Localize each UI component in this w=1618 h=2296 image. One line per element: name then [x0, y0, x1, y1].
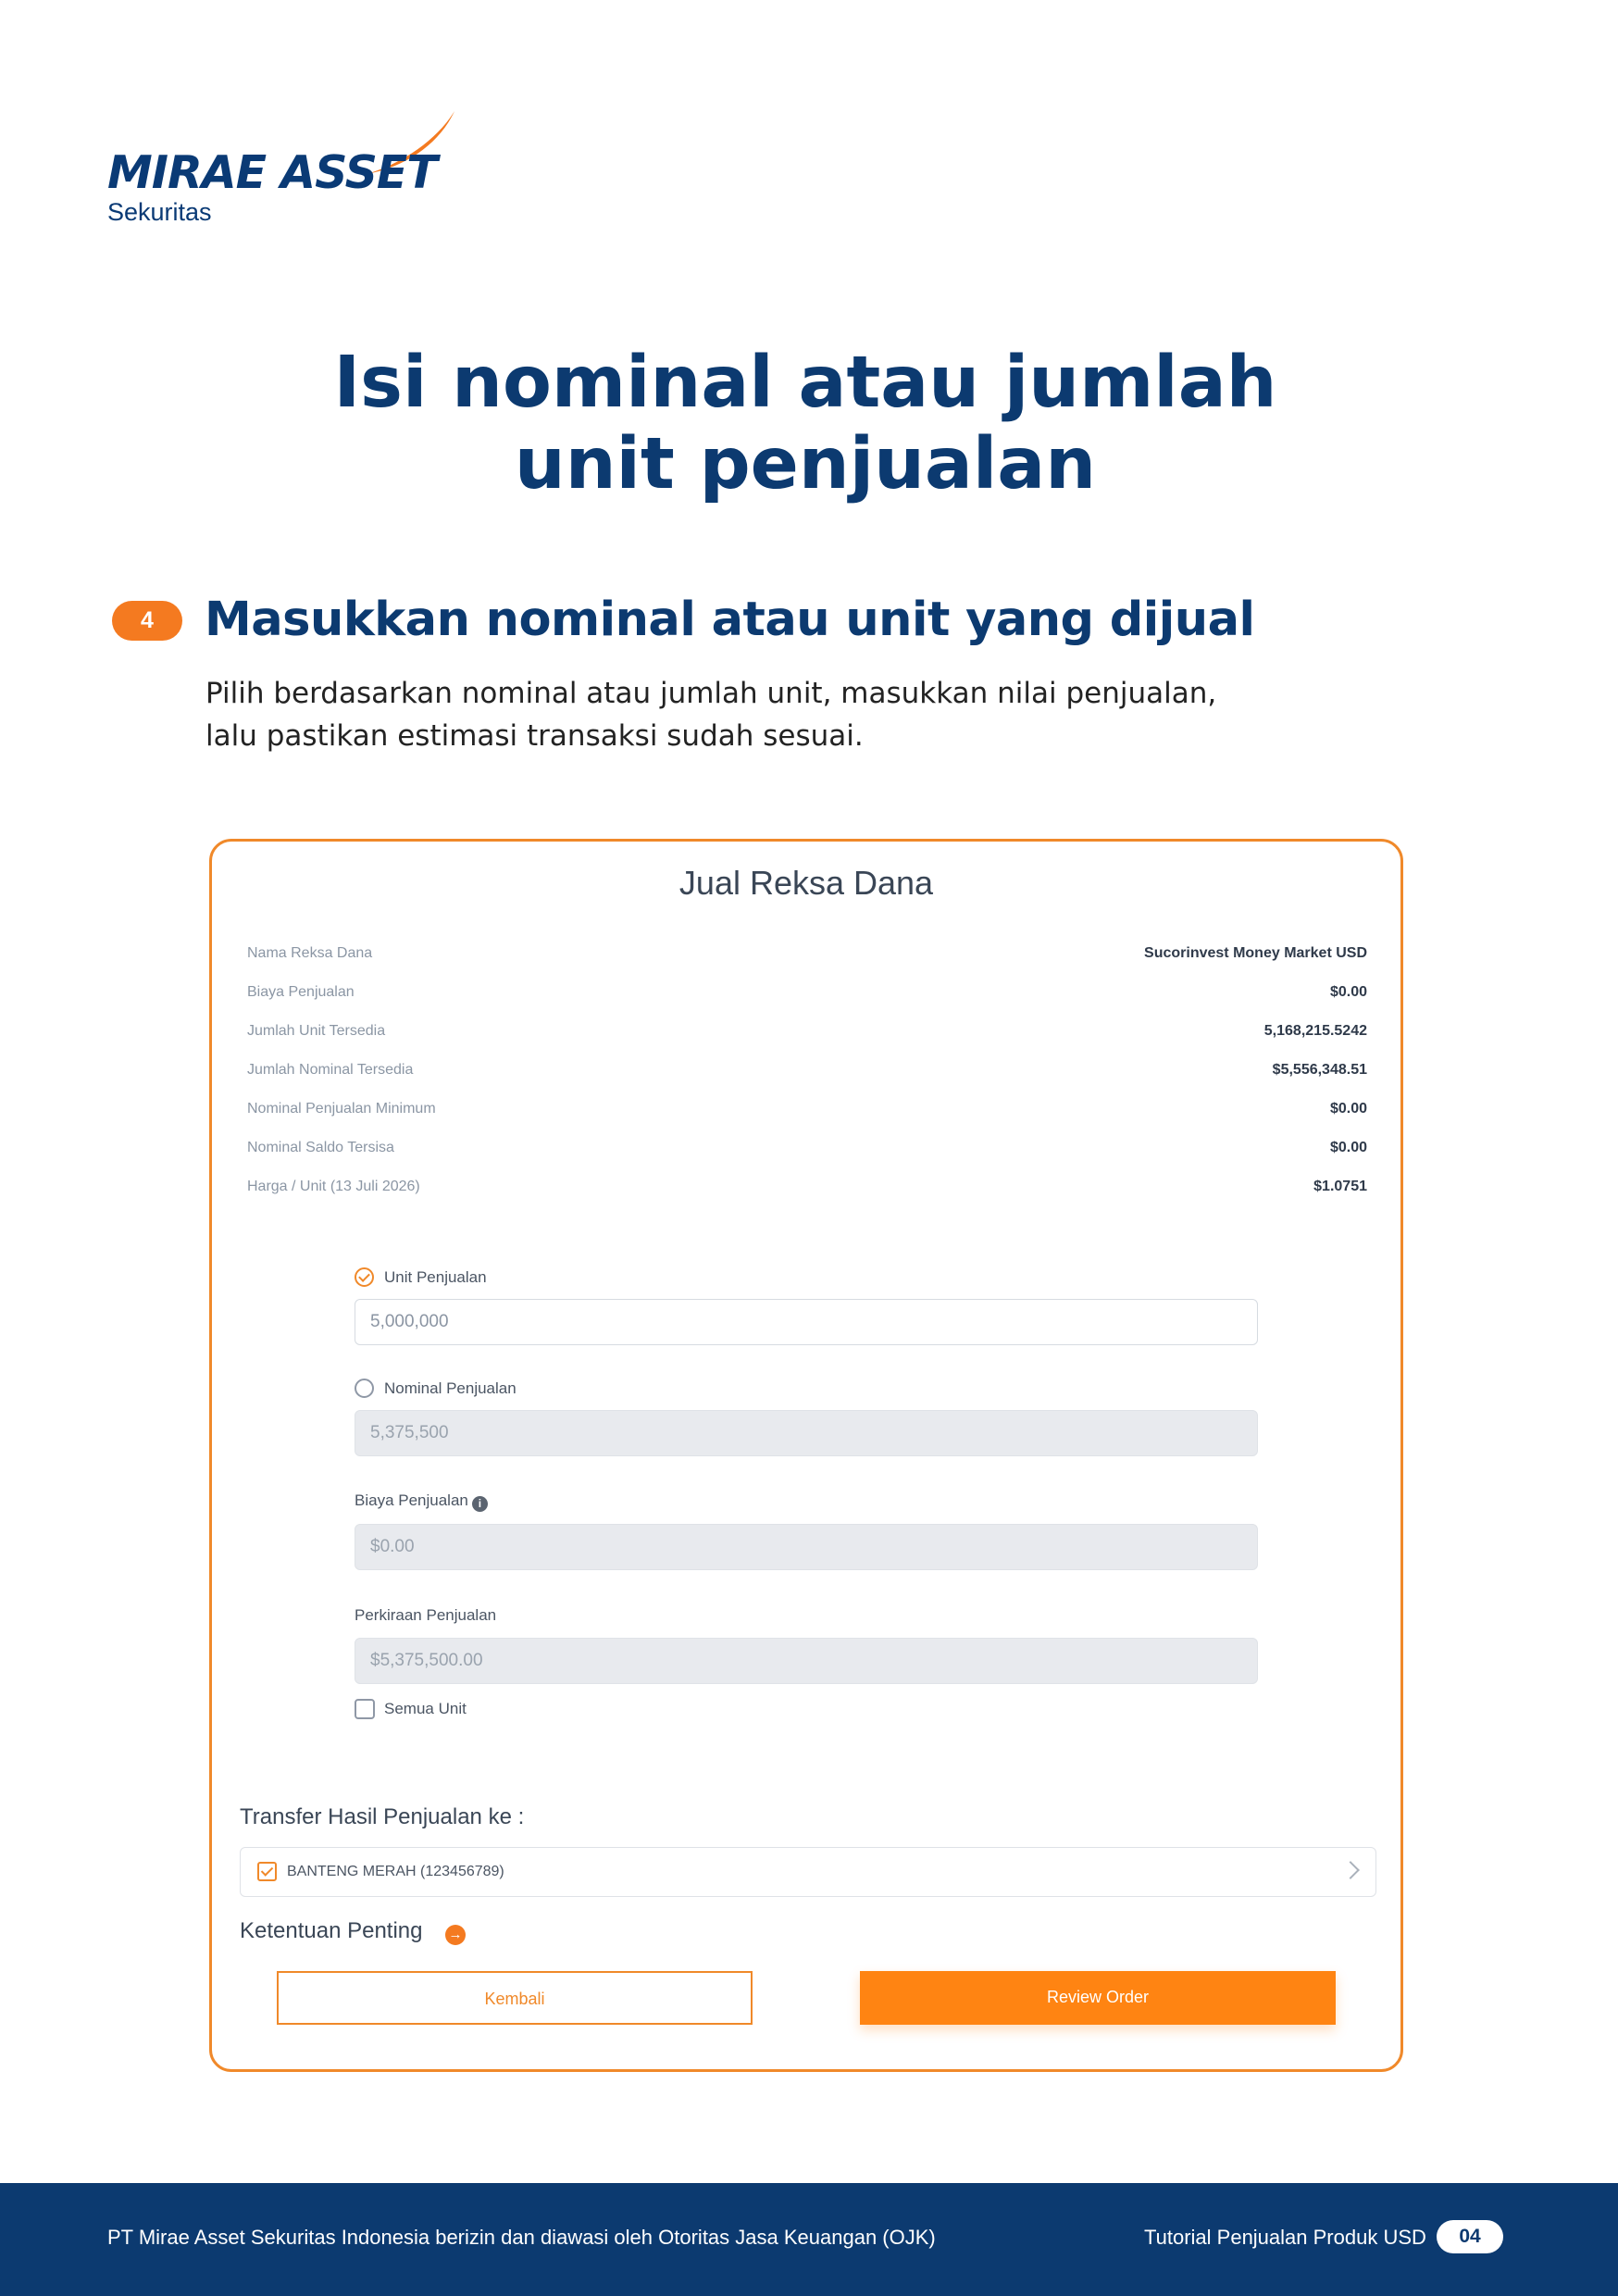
chevron-right-icon: [1341, 1861, 1360, 1879]
info-value: $5,556,348.51: [1272, 1062, 1367, 1078]
logo-subtitle: Sekuritas: [107, 198, 212, 226]
fee-label-text: Biaya Penjualan: [355, 1491, 468, 1509]
info-icon[interactable]: i: [472, 1496, 488, 1512]
fee-input: $0.00: [355, 1524, 1258, 1570]
step-description-line-2: lalu pastikan estimasi transaksi sudah sesuai.: [205, 719, 864, 753]
arrow-right-circle-icon[interactable]: →: [445, 1925, 466, 1945]
info-value: $0.00: [1329, 1101, 1367, 1117]
footer-doc-title: Tutorial Penjualan Produk USD: [1144, 2226, 1426, 2249]
nominal-sell-radio[interactable]: [355, 1379, 374, 1398]
info-label: Harga / Unit (13 Juli 2026): [247, 1179, 420, 1194]
step-number-badge: 4: [112, 601, 182, 641]
bank-account-name: BANTENG MERAH (123456789): [287, 1864, 504, 1879]
unit-sell-label: Unit Penjualan: [384, 1268, 487, 1286]
info-row-available-nominal: [247, 1056, 1367, 1084]
info-row-available-units: [247, 1017, 1367, 1045]
info-label: Jumlah Nominal Tersedia: [247, 1062, 414, 1078]
form-title: Jual Reksa Dana: [678, 864, 934, 902]
step-description: [205, 672, 1316, 757]
info-label: Nominal Penjualan Minimum: [247, 1101, 436, 1117]
info-value: $1.0751: [1313, 1179, 1367, 1194]
transfer-label: Transfer Hasil Penjualan ke :: [240, 1804, 525, 1829]
sell-form-card: [209, 839, 1403, 2072]
nominal-sell-input: 5,375,500: [355, 1410, 1258, 1456]
all-units-checkbox[interactable]: [355, 1699, 375, 1719]
footer-disclaimer: PT Mirae Asset Sekuritas Indonesia berizin dan diawasi oleh Otoritas Jasa Keuangan (OJK): [107, 2226, 936, 2249]
back-button[interactable]: Kembali: [277, 1971, 753, 2025]
info-label: Nama Reksa Dana: [247, 945, 373, 961]
all-units-label: Semua Unit: [384, 1700, 467, 1717]
info-row-unit-price: [247, 1173, 1367, 1201]
info-label: Jumlah Unit Tersedia: [247, 1023, 386, 1039]
unit-sell-input[interactable]: 5,000,000: [355, 1299, 1258, 1345]
step-title: Masukkan nominal atau unit yang dijual: [205, 593, 1255, 647]
unit-sell-radio[interactable]: [355, 1267, 374, 1287]
page-number: 04: [1437, 2220, 1503, 2253]
page-title-line-1: Isi nominal atau jumlah: [333, 342, 1277, 424]
info-row-fund-name: [247, 940, 1367, 967]
info-row-remaining-balance: [247, 1134, 1367, 1162]
nominal-sell-label: Nominal Penjualan: [384, 1379, 517, 1397]
estimate-input: $5,375,500.00: [355, 1638, 1258, 1684]
fee-label: [355, 1491, 488, 1512]
footer: [0, 2183, 1618, 2296]
estimate-label: Perkiraan Penjualan: [355, 1606, 497, 1624]
page-title: [0, 343, 1611, 505]
info-value: $0.00: [1329, 984, 1367, 1000]
info-value: 5,168,215.5242: [1263, 1023, 1367, 1039]
review-order-button[interactable]: Review Order: [860, 1971, 1336, 2025]
info-row-sell-fee: [247, 979, 1367, 1006]
important-terms-label: Ketentuan Penting: [240, 1918, 423, 1943]
company-logo: [107, 109, 459, 230]
bank-check-icon: [257, 1862, 277, 1881]
info-label: Nominal Saldo Tersisa: [247, 1140, 394, 1155]
logo-wordmark: MIRAE ASSET: [107, 146, 437, 199]
info-row-minimum-sell: [247, 1095, 1367, 1123]
info-value: Sucorinvest Money Market USD: [1144, 945, 1367, 961]
step-description-line-1: Pilih berdasarkan nominal atau jumlah unit, masukkan nilai penjualan,: [205, 677, 1217, 710]
info-value: $0.00: [1329, 1140, 1367, 1155]
info-label: Biaya Penjualan: [247, 984, 355, 1000]
page-title-line-2: unit penjualan: [514, 423, 1097, 505]
bank-account-selector[interactable]: [240, 1847, 1376, 1897]
